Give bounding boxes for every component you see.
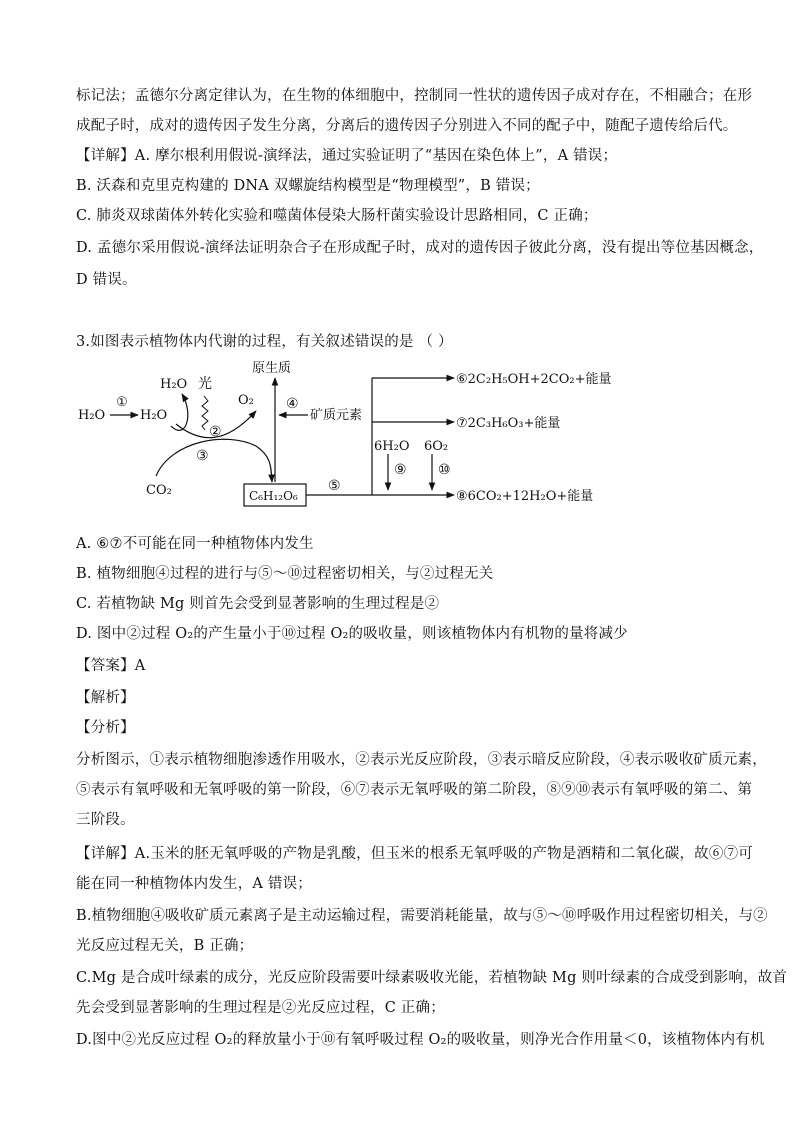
- text-line-2: 成配子时，成对的遗传因子发生分离，分离后的遗传因子分别进入不同的配子中，随配子遗传给后代。: [76, 118, 738, 134]
- text-line-5: C. 肺炎双球菌体外转化实验和噬菌体侵染大肠杆菌实验设计思路相同，C 正确；: [76, 208, 598, 224]
- detail-line-7: D.图中②光反应过程 O₂的释放量小于⑩有氧呼吸过程 O₂的吸收量，则净光合作用量＜0，该植物体内有机: [76, 1032, 765, 1048]
- label-step-1: ①: [116, 395, 128, 410]
- label-6o2: 6O₂: [424, 439, 449, 454]
- detail-line-2: 能在同一种植物体内发生，A 错误；: [76, 876, 312, 892]
- detail-line-6: 先会受到显著影响的生理过程是②光反应过程，C 正确；: [76, 1000, 445, 1016]
- label-step-4: ④: [286, 396, 299, 412]
- question-stem: 3.如图表示植物体内代谢的过程，有关叙述错误的是 （ ）: [76, 334, 453, 350]
- metabolism-diagram: [76, 356, 616, 516]
- label-step-3: ③: [196, 448, 209, 464]
- label-light: 光: [198, 376, 212, 392]
- label-h2o-mid: H₂O: [140, 408, 168, 423]
- text-line-7: D 错误。: [76, 272, 137, 288]
- label-co2: CO₂: [146, 483, 172, 498]
- detail-line-3: B.植物细胞④吸收矿质元素离子是主动运输过程，需要消耗能量，故与⑤～⑩呼吸作用过程密切相关，与②: [76, 908, 768, 924]
- text-line-3: 【详解】A. 摩尔根利用假说-演绎法，通过实验证明了“基因在染色体上”，A 错误；: [76, 148, 618, 164]
- detail-line-5: C.Mg 是合成叶绿素的成分，光反应阶段需要叶绿素吸收光能，若植物缺 Mg 则叶绿素的合成受到影响，故首: [76, 970, 788, 986]
- option-a: A. ⑥⑦不可能在同一种植物体内发生: [76, 536, 314, 552]
- text-line-4: B. 沃森和克里克构建的 DNA 双螺旋结构模型是“物理模型”，B 错误；: [76, 178, 540, 194]
- text-line-1: 标记法；孟德尔分离定律认为，在生物的体细胞中，控制同一性状的遗传因子成对存在，不相融合；在形: [76, 88, 753, 104]
- option-b: B. 植物细胞④过程的进行与⑤～⑩过程密切相关，与②过程无关: [76, 566, 494, 582]
- label-h2o-top: H₂O: [160, 377, 188, 392]
- label-product-7: ⑦2C₃H₆O₃+能量: [456, 416, 561, 431]
- label-step-9: ⑨: [394, 462, 407, 478]
- option-c: C. 若植物缺 Mg 则首先会受到显著影响的生理过程是②: [76, 596, 440, 612]
- label-step-10: ⑩: [438, 462, 451, 478]
- label-o2: O₂: [238, 393, 254, 408]
- analysis-line-2: ⑤表示有氧呼吸和无氧呼吸的第一阶段，⑥⑦表示无氧呼吸的第二阶段，⑧⑨⑩表示有氧呼吸的第二、第: [76, 782, 753, 798]
- detail-line-1: 【详解】A.玉米的胚无氧呼吸的产物是乳酸，但玉米的根系无氧呼吸的产物是酒精和二氧化碳，故⑥⑦可: [76, 846, 753, 862]
- label-step-5: ⑤: [328, 478, 341, 494]
- answer-line: 【答案】A: [76, 658, 146, 674]
- label-glucose: C₆H₁₂O₆: [249, 489, 298, 503]
- analysis-line-1: 分析图示，①表示植物细胞渗透作用吸水，②表示光反应阶段，③表示暗反应阶段，④表示吸收矿质元素，: [76, 752, 767, 768]
- analysis-subheading: 【分析】: [76, 720, 135, 736]
- label-product-8: ⑧6CO₂+12H₂O+能量: [456, 489, 594, 504]
- label-h2o-left: H₂O: [78, 408, 106, 423]
- detail-line-4: 光反应过程无关，B 正确；: [76, 938, 254, 954]
- label-step-2: ②: [209, 424, 222, 440]
- analysis-heading: 【解析】: [76, 690, 135, 706]
- text-line-6: D. 孟德尔采用假说-演绎法证明杂合子在形成配子时，成对的遗传因子彼此分离，没有提出等位基因概念，: [76, 240, 764, 256]
- label-protoplasm: 原生质: [252, 361, 292, 376]
- label-product-6: ⑥2C₂H₅OH+2CO₂+能量: [456, 372, 612, 387]
- label-6h2o: 6H₂O: [374, 439, 410, 454]
- label-minerals: 矿质元素: [310, 408, 363, 423]
- option-d: D. 图中②过程 O₂的产生量小于⑩过程 O₂的吸收量，则该植物体内有机物的量将减少: [76, 626, 628, 642]
- analysis-line-3: 三阶段。: [76, 812, 135, 828]
